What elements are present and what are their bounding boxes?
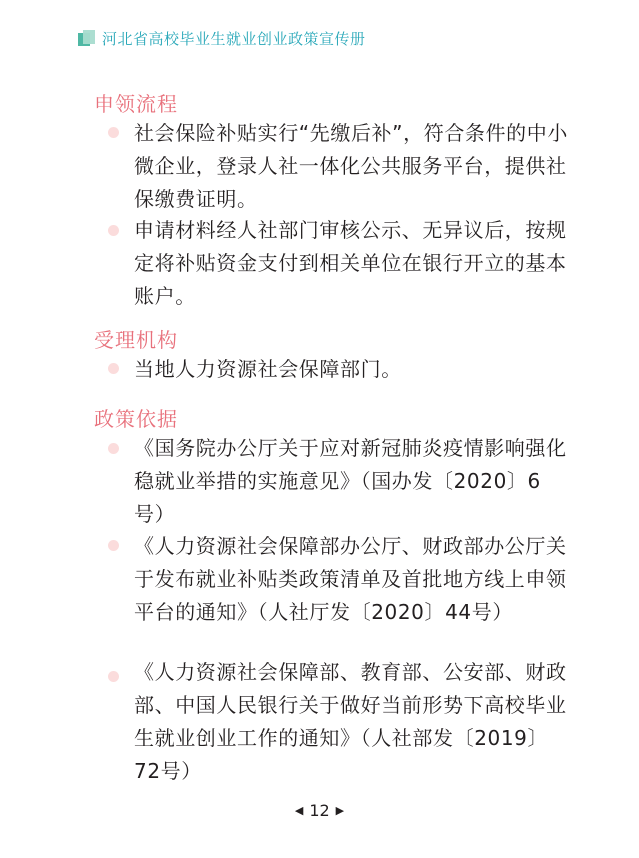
list-item: 《国务院办公厅关于应对新冠肺炎疫情影响强化稳就业举措的实施意见》（国办发〔2020〕6号）	[134, 436, 567, 526]
bullet-dot	[108, 671, 119, 682]
section-title-policy-basis: 政策依据	[94, 407, 178, 431]
section-title-application-process: 申领流程	[94, 92, 178, 116]
triangle-right-icon: ▶	[335, 804, 345, 817]
list-item: 申请材料经人社部门审核公示、无异议后，按规定将补贴资金支付到相关单位在银行开立的基本账户。	[134, 218, 567, 308]
page-number: 12	[309, 801, 330, 820]
triangle-left-icon: ◀	[294, 804, 304, 817]
page-footer	[0, 801, 639, 820]
list-item: 当地人力资源社会保障部门。	[134, 357, 402, 381]
section-title-accepting-agency: 受理机构	[94, 328, 178, 352]
bullet-dot	[108, 225, 119, 236]
header-title: 河北省高校毕业生就业创业政策宣传册	[102, 29, 366, 48]
bullet-dot	[108, 443, 119, 454]
list-item: 社会保险补贴实行“先缴后补”，符合条件的中小微企业，登录人社一体化公共服务平台，提供社保缴费证明。	[134, 121, 568, 211]
page-header	[78, 27, 366, 49]
bullet-dot	[108, 363, 119, 374]
logo-squares-icon	[78, 29, 98, 47]
bullet-dot	[108, 540, 119, 551]
list-item: 《人力资源社会保障部、教育部、公安部、财政部、中国人民银行关于做好当前形势下高校毕业生就业创业工作的通知》（人社部发〔2019〕72号）	[134, 660, 567, 783]
list-item: 《人力资源社会保障部办公厅、财政部办公厅关于发布就业补贴类政策清单及首批地方线上申领平台的通知》（人社厅发〔2020〕44号）	[134, 534, 567, 624]
bullet-dot	[108, 127, 119, 138]
